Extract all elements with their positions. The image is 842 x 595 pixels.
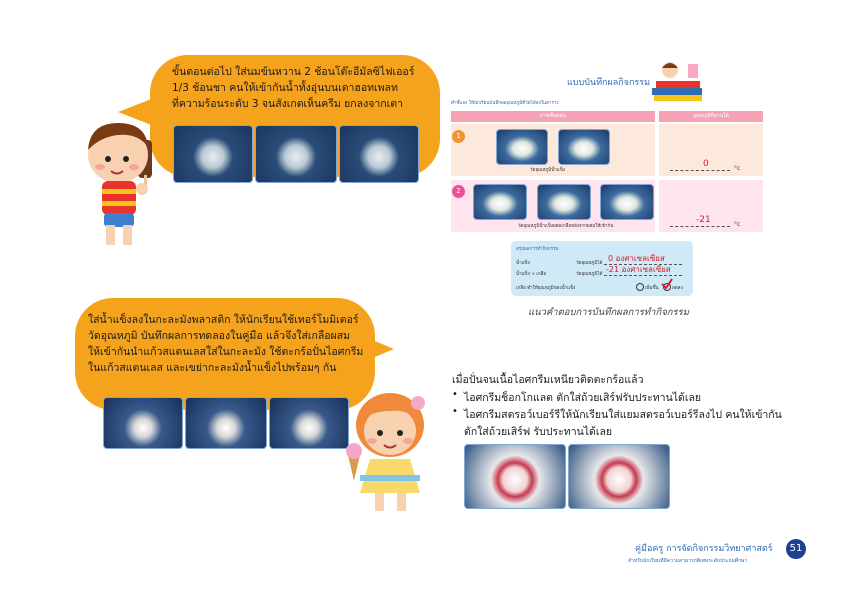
summary-line2-left: น้ำแข็ง + เกลือ — [516, 272, 547, 277]
step-text-bottom: ใส่น้ำแข็งลงในกะละมังพลาสติก ให้นักเรียนใช้เทอร์โมมิเตอร์ วัดอุณหภูมิ บันทึกผลการทดลองในคู่มือ แล้วจึงใส่เกลือผสม ให้เข้ากันนำแก้วสแตนเลสใส่ในกะละมัง ใช้ตะกร้อปั่นไอศกรีม ในแก้วสแตนเลส และเขย่ากะละมังน้ำแข็งไปพร้อมๆ กัน — [88, 314, 364, 374]
final-intro: เมื่อปั่นจนเนื้อไอศกรีมเหนียวติดตะกร้อแล้ว — [452, 374, 644, 386]
row2-value: -21 — [696, 215, 711, 225]
row2-answer-line — [670, 226, 730, 227]
option-decrease-label: ลดลง — [672, 286, 683, 291]
bullet-dot-1: • — [452, 389, 458, 400]
summary-line1-value: 0 องศาเซลเซียส — [608, 254, 665, 263]
sheet-title: แบบบันทึกผลกิจกรรม — [567, 78, 651, 88]
sheet-caption: แนวคำตอบการบันทึกผลการทำกิจกรรม — [528, 307, 689, 318]
boy-illustration — [78, 115, 188, 250]
photo-mixing-2 — [255, 125, 337, 183]
sheet-row-1-temp — [659, 124, 763, 176]
row-number-2: 2 — [452, 185, 465, 198]
final-bullet-1: ไอศกรีมช็อกโกแลต ตักใส่ถ้วยเสิร์ฟรับประทานได้เลย — [464, 392, 702, 404]
books-icon — [648, 58, 706, 104]
row1-caption: วัดอุณหภูมิน้ำแข็ง — [530, 168, 566, 173]
summary-line2-value: -21 องศาเซลเซียส — [606, 265, 671, 274]
row1-photo-b — [558, 129, 610, 165]
photo-strawberry-jam — [464, 444, 566, 509]
row1-photo-a — [496, 129, 548, 165]
option-increase-label: เพิ่มขึ้น — [645, 286, 659, 291]
option-increase-radio[interactable] — [636, 283, 644, 291]
sheet-instruction: คำชี้แจง ให้นักเรียนบันทึกผลอุณหภูมิที่วัดได้ลงในตาราง — [451, 101, 559, 106]
row2-photo-c — [600, 184, 654, 220]
step-text-top: ขั้นตอนต่อไป ใส่นมข้นหวาน 2 ช้อนโต๊ะอีมัลซิไฟเออร์ 1/3 ช้อนชา คนให้เข้ากันน้ำทั้งอุ่นบนเตาฮอทเพลท ที่ความร้อนระดับ 3 จนสังเกตเห็นครีม ยกลงจากเตา — [172, 66, 415, 110]
row1-value: 0 — [703, 159, 709, 169]
page-number: 51 — [786, 539, 806, 559]
footer-subtitle: สำหรับนักเรียนที่มีความสามารถพิเศษระดับประถมศึกษา — [628, 558, 748, 564]
photo-ice-thermometer — [103, 397, 183, 449]
girl-illustration — [340, 385, 450, 515]
summary-line1-mid: วัดอุณหภูมิได้ — [576, 261, 603, 266]
photo-mixing-3 — [339, 125, 419, 183]
summary-heading: สรุปผลการทำกิจกรรม — [516, 247, 559, 252]
photo-whisking — [185, 397, 267, 449]
header-method: ภาพขั้นตอน — [451, 111, 655, 122]
row-number-1: 1 — [452, 130, 465, 143]
summary-line1-left: น้ำแข็ง — [516, 261, 530, 266]
final-bullet-2-cont: ตักใส่ถ้วยเสิร์ฟ รับประทานได้เลย — [464, 426, 613, 438]
summary-line3: เกลือ ทำให้อุณหภูมิของน้ำแข็ง — [516, 286, 576, 291]
row1-answer-line — [670, 170, 730, 171]
sheet-row-2-temp — [659, 180, 763, 232]
row2-photo-a — [473, 184, 527, 220]
final-bullet-2: ไอศกรีมสตรอว์เบอร์รีให้นักเรียนใส่แยมสตรอว์เบอร์รีลงไป คนให้เข้ากัน — [464, 409, 782, 421]
bullet-dot-2: • — [452, 406, 458, 417]
row2-photo-b — [537, 184, 591, 220]
row2-unit: °c — [734, 221, 741, 228]
photo-green-whisk — [269, 397, 349, 449]
row1-unit: °c — [734, 165, 741, 172]
header-temp: อุณหภูมิที่อ่านได้ — [659, 111, 763, 122]
photo-strawberry-ice-cream — [568, 444, 670, 509]
summary-line2-mid: วัดอุณหภูมิได้ — [576, 272, 603, 277]
summary-line2-rule — [604, 275, 682, 276]
row2-caption: วัดอุณหภูมิน้ำแข็งผสมเกลือหลังจากผสมให้เข้ากัน — [518, 224, 614, 229]
footer-title: คู่มือครู การจัดกิจกรรมวิทยาศาสตร์ — [635, 544, 773, 554]
